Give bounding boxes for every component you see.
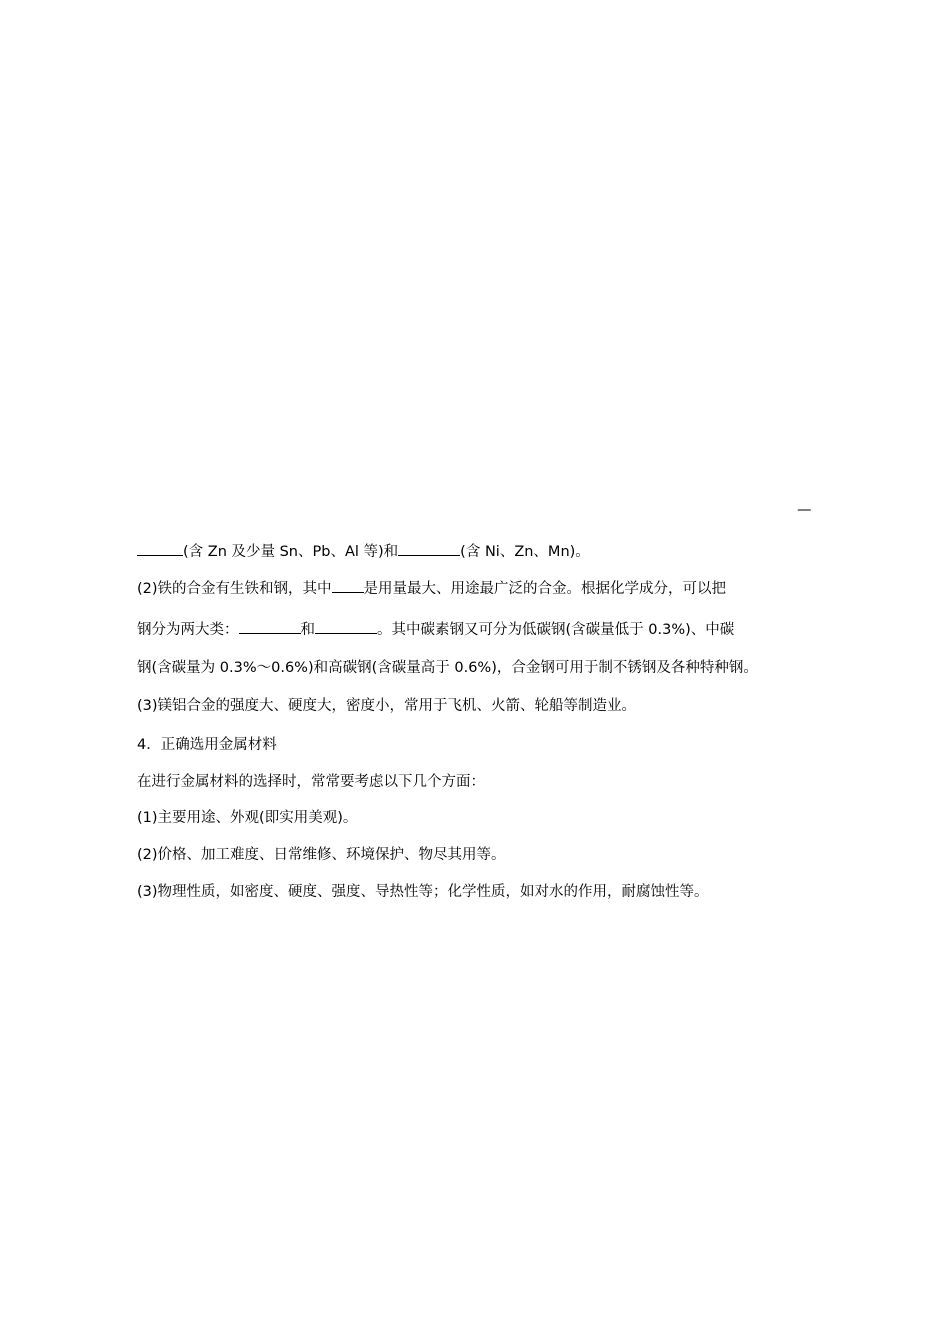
list-item: (1)主要用途、外观(即实用美观)。: [137, 810, 358, 826]
fill-blank[interactable]: [332, 577, 364, 593]
list-item: (3)物理性质，如密度、硬度、强度、导热性等；化学性质，如对水的作用，耐腐蚀性等。: [137, 884, 709, 900]
text-segment: 。其中碳素钢又可分为低碳钢(含碳量低于 0.3%)、中碳: [377, 622, 735, 638]
text-segment: (2)铁的合金有生铁和钢，其中: [137, 581, 332, 597]
fill-blank[interactable]: [137, 540, 183, 556]
fill-blank[interactable]: [239, 618, 301, 634]
intro-text: 在进行金属材料的选择时，常常要考虑以下几个方面：: [137, 774, 485, 790]
fill-blank[interactable]: [398, 540, 460, 556]
text-segment: (含 Zn 及少量 Sn、Pb、Al 等)和: [183, 544, 399, 560]
carbon-steel-line: 钢(含碳量为 0.3%～0.6%)和高碳钢(含碳量高于 0.6%)，合金钢可用于制不锈钢及各种特种钢。: [137, 660, 758, 676]
dash-mark: —: [797, 502, 812, 518]
text-segment: 是用量最大、用途最广泛的合金。根据化学成分，可以把: [363, 581, 727, 597]
fill-blank[interactable]: [315, 618, 377, 634]
copper-alloy-line: [137, 540, 590, 562]
mg-al-alloy-line: (3)镁铝合金的强度大、硬度大，密度小，常用于飞机、火箭、轮船等制造业。: [137, 698, 637, 714]
steel-types-line: [137, 618, 734, 640]
text-segment: (含 Ni、Zn、Mn)。: [460, 544, 590, 560]
text-segment: 钢分为两大类：: [137, 622, 239, 638]
iron-alloy-line: [137, 577, 726, 599]
section-heading: 4．正确选用金属材料: [137, 737, 277, 753]
list-item: (2)价格、加工难度、日常维修、环境保护、物尽其用等。: [137, 847, 506, 863]
text-segment: 和: [300, 622, 315, 638]
